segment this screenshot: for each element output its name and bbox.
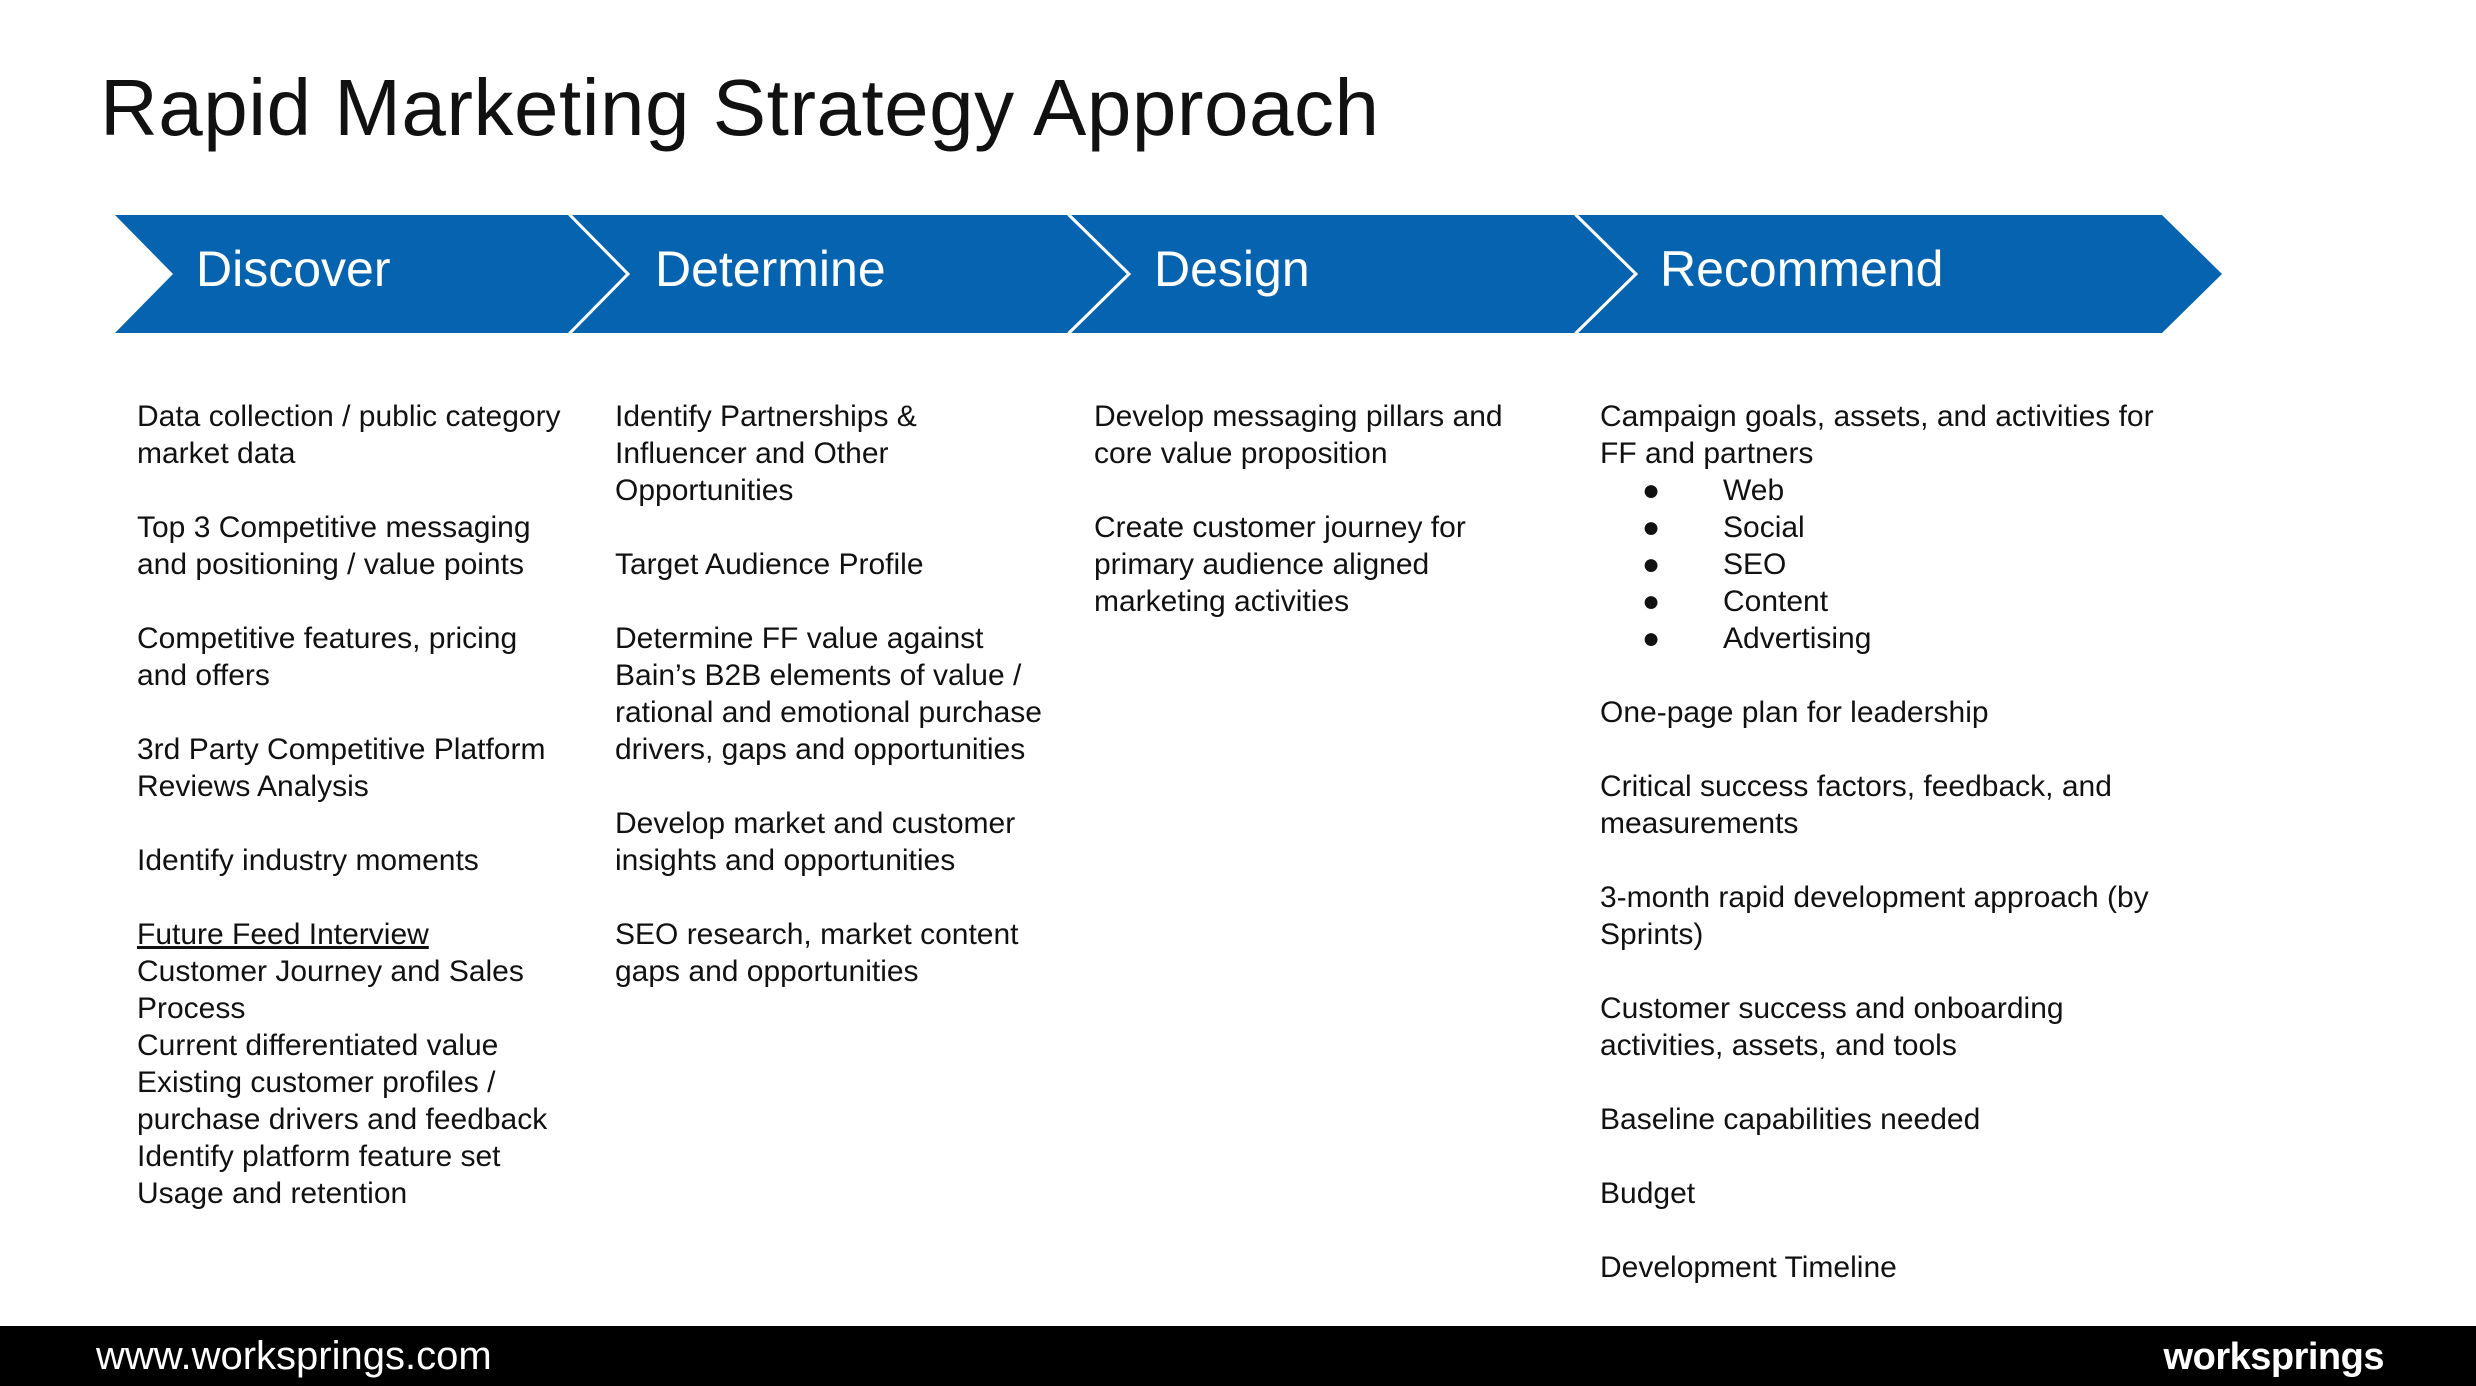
recommend-item: Baseline capabilities needed xyxy=(1600,1103,1981,1136)
recommend-bullet-list xyxy=(1600,472,2160,657)
design-column xyxy=(1094,398,1534,657)
recommend-intro: Campaign goals, assets, and activities for FF and partners xyxy=(1600,400,2154,470)
determine-item: Identify Partnerships & Influencer and Other Opportunities xyxy=(615,400,917,507)
bullet-item xyxy=(1600,546,2160,583)
bullet-label: Web xyxy=(1723,474,1785,507)
process-chevrons xyxy=(0,0,2476,360)
interview-heading: Future Feed Interview xyxy=(137,918,429,951)
bullet-item xyxy=(1600,583,2160,620)
bullet-icon: ● xyxy=(1642,622,1661,655)
bullet-label: Social xyxy=(1723,511,1805,544)
interview-line: Existing customer profiles / purchase drivers and feedback xyxy=(137,1066,548,1136)
bullet-icon: ● xyxy=(1642,511,1661,544)
determine-item: Determine FF value against Bain’s B2B elements of value / rational and emotional purchase drivers, gaps and opportunities xyxy=(615,622,1042,766)
recommend-item: Development Timeline xyxy=(1600,1251,1897,1284)
recommend-item: Critical success factors, feedback, and measurements xyxy=(1600,770,2112,840)
design-item: Create customer journey for primary audience aligned marketing activities xyxy=(1094,511,1466,618)
bullet-item xyxy=(1600,472,2160,509)
bullet-item xyxy=(1600,620,2160,657)
stage-label-determine: Determine xyxy=(655,241,886,297)
bullet-label: Content xyxy=(1723,585,1829,618)
recommend-item: One-page plan for leadership xyxy=(1600,696,1989,729)
bullet-item xyxy=(1600,509,2160,546)
bullet-icon: ● xyxy=(1642,585,1661,618)
discover-item: Competitive features, pricing and offers xyxy=(137,622,518,692)
recommend-item: 3-month rapid development approach (by Sprints) xyxy=(1600,881,2149,951)
discover-item: 3rd Party Competitive Platform Reviews Analysis xyxy=(137,733,546,803)
discover-item: Identify industry moments xyxy=(137,844,479,877)
stage-label-discover: Discover xyxy=(196,241,391,297)
stage-label-recommend: Recommend xyxy=(1660,241,1944,297)
stage-label-design: Design xyxy=(1154,241,1310,297)
bullet-label: Advertising xyxy=(1723,622,1872,655)
bullet-label: SEO xyxy=(1723,548,1787,581)
determine-item: Target Audience Profile xyxy=(615,548,924,581)
determine-column xyxy=(615,398,1045,1027)
interview-line: Current differentiated value xyxy=(137,1029,499,1062)
footer-bar xyxy=(0,1326,2476,1386)
design-item: Develop messaging pillars and core value proposition xyxy=(1094,400,1503,470)
recommend-column xyxy=(1600,398,2160,1286)
bullet-icon: ● xyxy=(1642,474,1661,507)
discover-column xyxy=(137,398,567,1212)
interview-line: Identify platform feature set xyxy=(137,1140,501,1173)
worksprings-logo: worksprings xyxy=(2163,1336,2384,1378)
recommend-item: Customer success and onboarding activities, assets, and tools xyxy=(1600,992,2064,1062)
recommend-item: Budget xyxy=(1600,1177,1696,1210)
determine-item: SEO research, market content gaps and opportunities xyxy=(615,918,1019,988)
determine-item: Develop market and customer insights and opportunities xyxy=(615,807,1016,877)
discover-item: Top 3 Competitive messaging and positioning / value points xyxy=(137,511,531,581)
discover-item: Data collection / public category market data xyxy=(137,400,561,470)
slide-title: Rapid Marketing Strategy Approach xyxy=(100,63,1380,152)
bullet-icon: ● xyxy=(1642,548,1661,581)
interview-line: Customer Journey and Sales Process xyxy=(137,955,524,1025)
footer-url-link[interactable]: www.worksprings.com xyxy=(96,1334,492,1378)
interview-line: Usage and retention xyxy=(137,1177,408,1210)
